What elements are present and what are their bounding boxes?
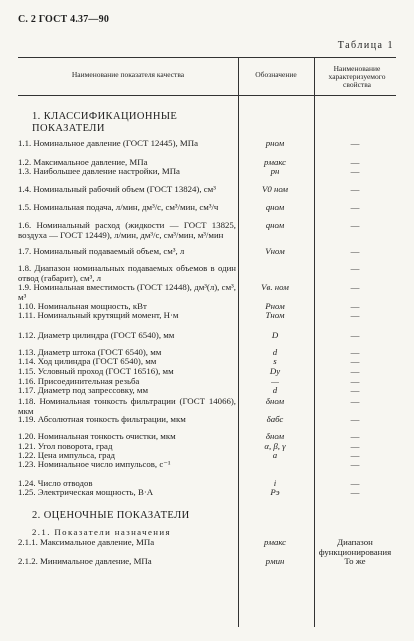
indicator-name: 1.13. Диаметр штока (ГОСТ 6540), мм bbox=[18, 347, 162, 357]
column-header-name: Наименование показателя качества bbox=[71, 70, 185, 79]
indicator-name: 1.19. Абсолютная тонкость фильтрации, мкм bbox=[18, 414, 186, 424]
characteristic-note: — bbox=[350, 396, 360, 406]
characteristic-note: — bbox=[350, 366, 360, 376]
characteristic-note: — bbox=[350, 310, 360, 320]
characteristic-note: — bbox=[350, 385, 360, 395]
indicator-name: 1.4. Номинальный рабочий объем (ГОСТ 13824), см³ bbox=[18, 184, 216, 194]
characteristic-note: — bbox=[350, 202, 360, 212]
indicator-symbol: qном bbox=[265, 202, 285, 212]
indicator-symbol: pмин bbox=[265, 556, 285, 566]
indicator-symbol: Pэ bbox=[270, 487, 280, 497]
indicator-symbol: d bbox=[272, 347, 278, 357]
table-header-rule bbox=[18, 95, 396, 96]
characteristic-note: — bbox=[350, 157, 360, 167]
characteristic-note: — bbox=[350, 166, 360, 176]
characteristic-note: — bbox=[350, 414, 360, 424]
indicator-name: 1.2. Максимальное давление, МПа bbox=[18, 157, 148, 167]
characteristic-note: — bbox=[350, 263, 360, 273]
characteristic-note: — bbox=[350, 246, 360, 256]
indicator-name: 1.9. Номинальная вместимость (ГОСТ 12448), дм³(л), см³, м³ bbox=[18, 282, 236, 302]
indicator-name: 1.11. Номинальный крутящий момент, Н·м bbox=[18, 310, 179, 320]
indicator-symbol: pмакс bbox=[263, 157, 287, 167]
indicator-name: 2.1.1. Максимальное давление, МПа bbox=[18, 537, 155, 547]
indicator-symbol: s bbox=[273, 356, 277, 366]
indicator-name: 2.1.2. Минимальное давление, МПа bbox=[18, 556, 152, 566]
characteristic-note: — bbox=[350, 441, 360, 451]
indicator-name: 1.7. Номинальный подаваемый объем, см³, л bbox=[18, 246, 185, 256]
indicator-name: 1.16. Присоединительная резьба bbox=[18, 376, 140, 386]
indicator-symbol: pмакс bbox=[263, 537, 287, 547]
indicator-symbol: — bbox=[271, 376, 279, 386]
indicator-name: 1.23. Номинальное число импульсов, с⁻¹ bbox=[18, 459, 171, 469]
characteristic-note: Диапазон функционирования bbox=[318, 537, 392, 557]
page-header: С. 2 ГОСТ 4.37—90 bbox=[18, 14, 110, 25]
column-header-characteristic: Наименование характеризуемого свойства bbox=[328, 64, 386, 89]
table-top-rule bbox=[18, 57, 396, 58]
characteristic-note: — bbox=[350, 330, 360, 340]
characteristic-note: То же bbox=[344, 556, 366, 566]
indicator-symbol: Vв. ном bbox=[261, 282, 289, 292]
characteristic-note: — bbox=[350, 356, 360, 366]
column-header-symbol: Обозначение bbox=[255, 70, 297, 79]
indicator-name: 1.20. Номинальная тонкость очистки, мкм bbox=[18, 431, 176, 441]
indicator-name: 1.14. Ход цилиндра (ГОСТ 6540), мм bbox=[18, 356, 157, 366]
indicator-name: 1.22. Цена импульса, град bbox=[18, 450, 115, 460]
indicator-symbol: δном bbox=[265, 396, 285, 406]
characteristic-note: — bbox=[350, 431, 360, 441]
indicator-name: 1.21. Угол поворота, град bbox=[18, 441, 113, 451]
characteristic-note: — bbox=[350, 376, 360, 386]
indicator-name: 1.10. Номинальная мощность, кВт bbox=[18, 301, 147, 311]
indicator-name: 1.5. Номинальная подача, л/мин, дм³/с, см³/мин, см³/ч bbox=[18, 202, 219, 212]
indicator-symbol: pн bbox=[270, 166, 280, 176]
characteristic-note: — bbox=[350, 220, 360, 230]
indicator-name: 1.25. Электрическая мощность, В·А bbox=[18, 487, 154, 497]
indicator-symbol: Tном bbox=[265, 310, 285, 320]
indicator-name: 1.17. Диаметр под запрессовку, мм bbox=[18, 385, 149, 395]
characteristic-note: — bbox=[350, 487, 360, 497]
indicator-symbol: δабс bbox=[266, 414, 284, 424]
indicator-name: 1.12. Диаметр цилиндра (ГОСТ 6540), мм bbox=[18, 330, 175, 340]
indicator-symbol: Vном bbox=[265, 246, 285, 256]
table-title: Таблица 1 bbox=[337, 40, 394, 51]
indicator-symbol: qном bbox=[265, 220, 285, 230]
section-title: 2. ОЦЕНОЧНЫЕ ПОКАЗАТЕЛИ bbox=[32, 510, 190, 521]
indicator-symbol: i bbox=[273, 478, 277, 488]
section-title: 1. КЛАССИФИКАЦИОННЫЕ ПОКАЗАТЕЛИ bbox=[32, 111, 178, 134]
indicator-name: 1.3. Наибольшее давление настройки, МПа bbox=[18, 166, 180, 176]
quality-table bbox=[18, 57, 396, 627]
indicator-name: 1.24. Число отводов bbox=[18, 478, 93, 488]
indicator-name: 1.1. Номинальное давление (ГОСТ 12445), МПа bbox=[18, 138, 198, 148]
indicator-symbol: Pном bbox=[265, 301, 285, 311]
characteristic-note: — bbox=[350, 282, 360, 292]
indicator-name: 1.8. Диапазон номинальных подаваемых объемов в один отвод (габарит), см³, л bbox=[18, 263, 236, 283]
indicator-symbol: pном bbox=[265, 138, 285, 148]
indicator-symbol: δном bbox=[265, 431, 285, 441]
characteristic-note: — bbox=[350, 184, 360, 194]
indicator-symbol: Dу bbox=[269, 366, 281, 376]
indicator-symbol: V0 ном bbox=[261, 184, 288, 194]
indicator-symbol: a bbox=[272, 450, 278, 460]
indicator-symbol: D bbox=[271, 330, 279, 340]
characteristic-note: — bbox=[350, 138, 360, 148]
characteristic-note: — bbox=[350, 450, 360, 460]
indicator-name: 1.15. Условный проход (ГОСТ 16516), мм bbox=[18, 366, 174, 376]
characteristic-note: — bbox=[350, 347, 360, 357]
subsection-title: 2.1. Показатели назначения bbox=[32, 527, 171, 537]
characteristic-note: — bbox=[350, 478, 360, 488]
indicator-symbol: α, β, γ bbox=[264, 441, 286, 451]
indicator-symbol: d bbox=[272, 385, 278, 395]
indicator-name: 1.6. Номинальный расход (жидкости — ГОСТ 13825, воздуха — ГОСТ 12449), л/мин, дм³/с, см³/мин, м³/мин bbox=[18, 220, 236, 240]
characteristic-note: — bbox=[350, 459, 360, 469]
indicator-name: 1.18. Номинальная тонкость фильтрации (ГОСТ 14066), мкм bbox=[18, 396, 236, 416]
characteristic-note: — bbox=[350, 301, 360, 311]
